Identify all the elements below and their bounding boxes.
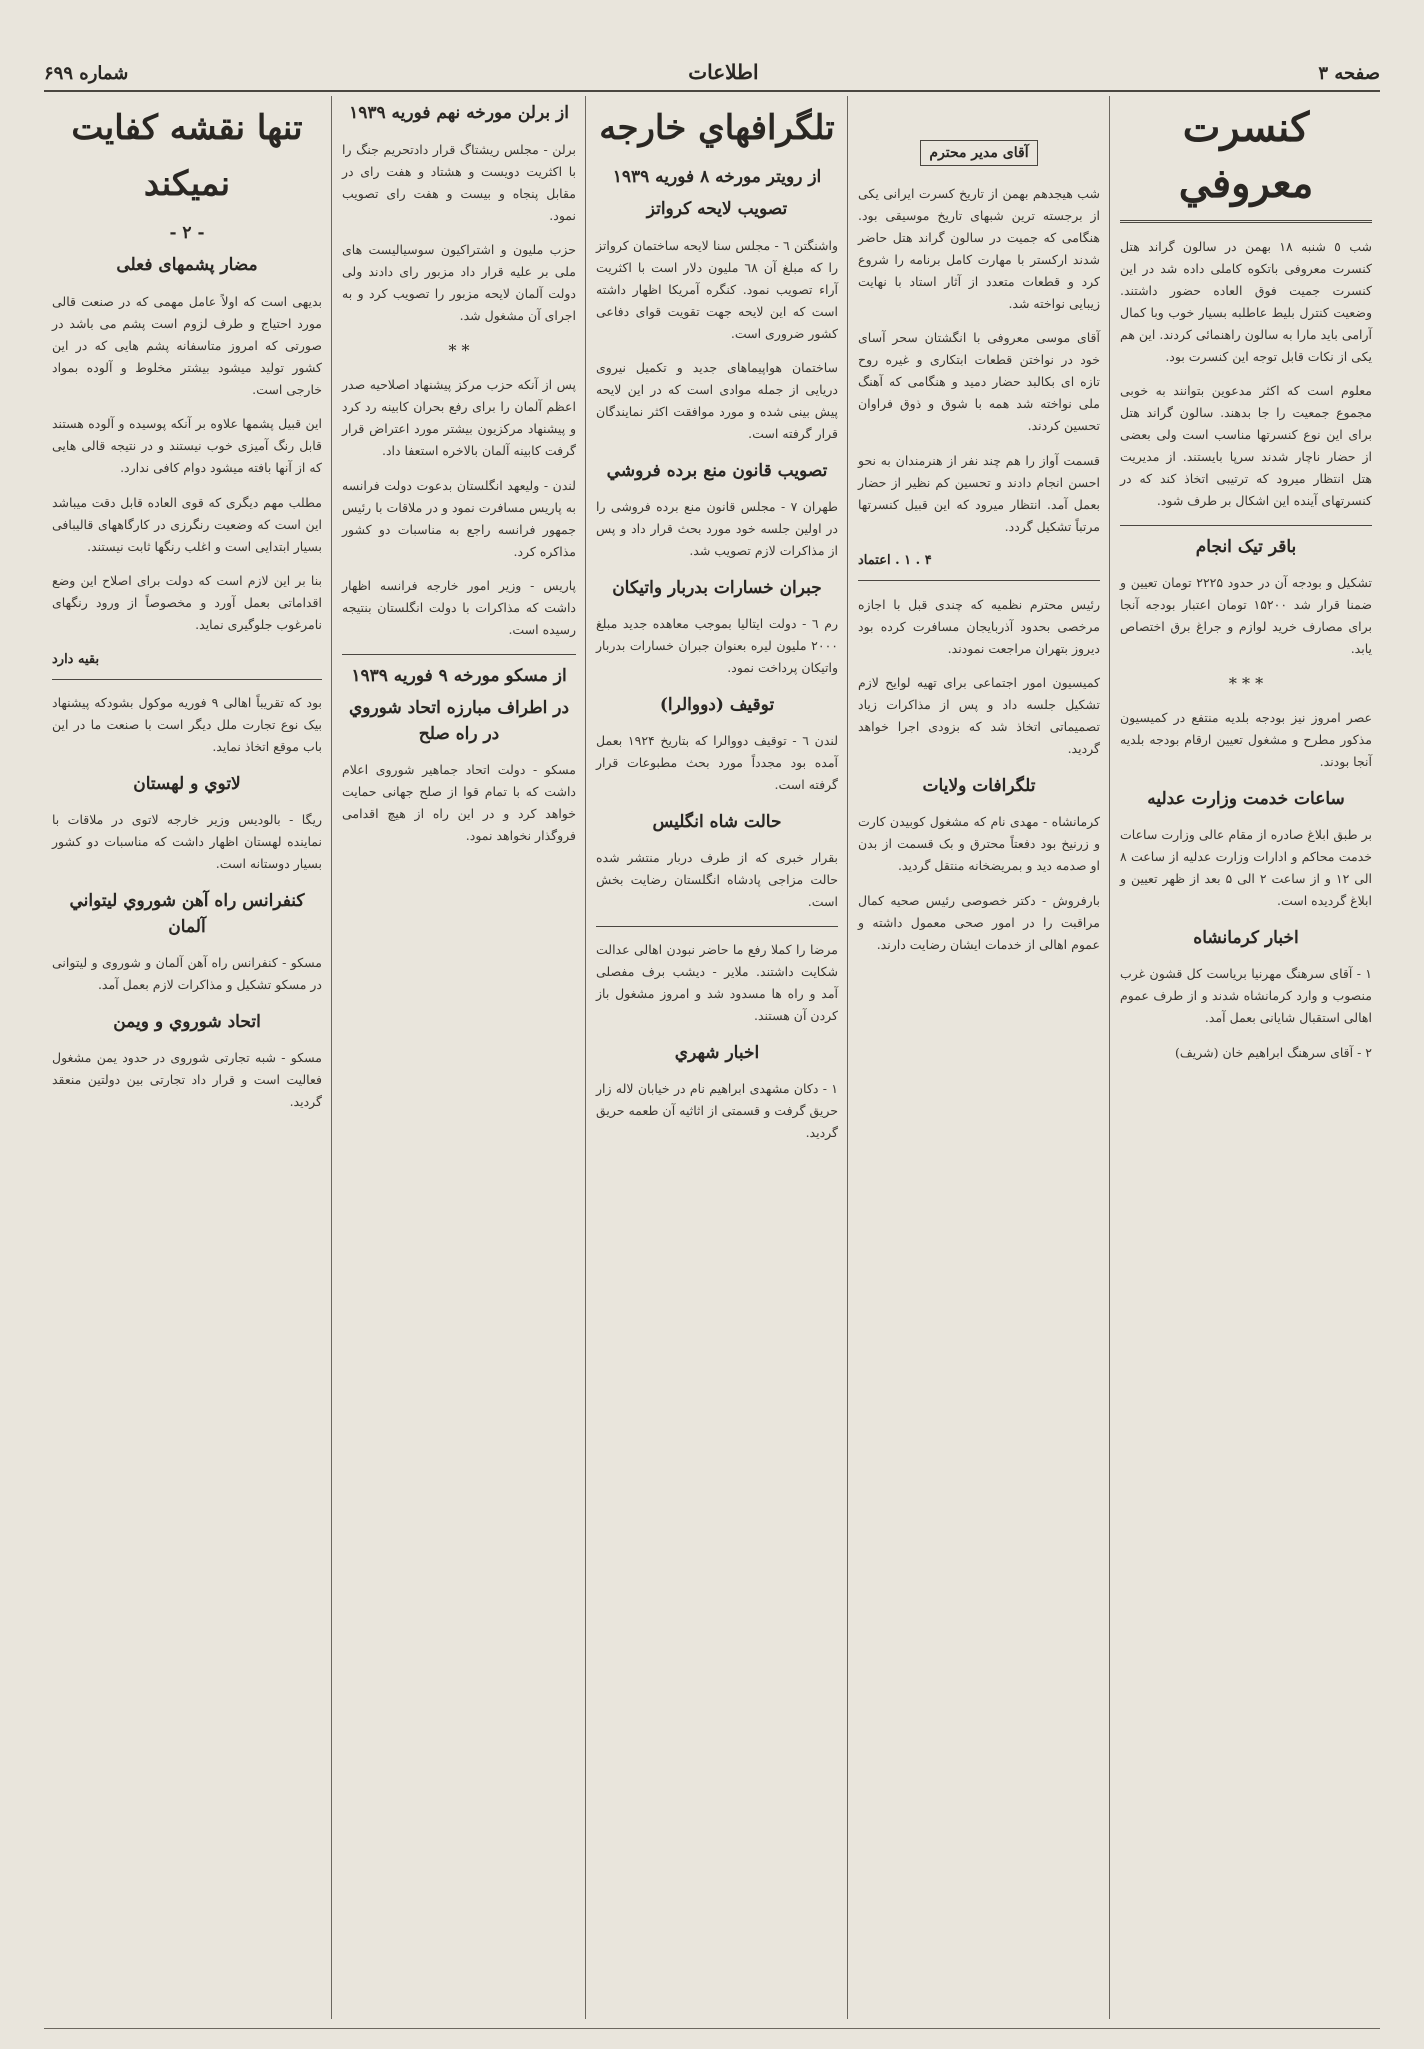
- section-heading: اتحاد شوروي و ويمن: [113, 1011, 261, 1032]
- signature: ۴ . ۱ . اعتماد: [858, 553, 932, 568]
- section-heading: لاتوي و لهستان: [133, 773, 241, 794]
- article-paragraph: برلن - مجلس ریشتاگ قرار دادتحریم جنگ را با اکثریت دویست و هشتاد و هفت رای در مقابل پنجاه و بیست و هفت رای تصویب نمود.: [342, 141, 576, 223]
- column-4: [334, 96, 584, 2019]
- section-heading: كنفرانس راه آهن شوروي ليتواني آلمان: [69, 890, 305, 937]
- divider: [342, 654, 576, 655]
- article-paragraph: بر طبق ابلاغ صادره از مقام عالی وزارت ساعات خدمت محاکم و ادارات وزارت عدلیه از ساعت ۸ الی ۱۲ و از ساعت ۲ الی ۵ بعد از ظهر تعیین و ابلاغ گردیده است.: [1120, 827, 1372, 908]
- article-paragraph: ساختمان هواپیماهای جدید و تکمیل نیروی دریایی از جمله موادی است که در این لایحه پیش بینی شده و مورد موافقت اکثر نمایندگان قرار گرفته است.: [596, 360, 838, 441]
- article-paragraph: لندن - ولیعهد انگلستان بدعوت دولت فرانسه به پاریس مسافرت نمود و در ملاقات با رئیس جمهور فرانسه راجع به مناسبات دو کشور مذاکره کرد.: [342, 477, 576, 559]
- article-paragraph: بدیهی است که اولاً عامل مهمی که در صنعت قالی مورد احتیاج و طرف لزوم است پشم می باشد در صورتی که امروز متاسفانه پشم هایی که در این کشور تولید میشود بیشتر مخلوط و آلوده بمواد خارجی است.: [52, 293, 322, 397]
- headline-plan: تنها نقشه كفايت نميكند: [71, 108, 303, 204]
- section-heading: باقر تیک انجام: [1195, 536, 1297, 557]
- column-rule: [847, 96, 848, 2019]
- section-heading: تصويب قانون منع برده فروشي: [606, 460, 828, 481]
- article-paragraph: مسکو - کنفرانس راه آهن آلمان و شوروی و لیتوانی در مسکو تشکیل و مذاکرات لازم بعمل آمد.: [52, 955, 322, 992]
- issue-number: شماره ۶۹۹: [44, 63, 129, 84]
- article-paragraph: رم ٦ - دولت ایتالیا بموجب معاهده جدید مبلغ ۲۰۰۰ ملیون لیره بعنوان جبران خسارات بدربار واتیکان پرداخت نمود.: [596, 616, 839, 675]
- article-paragraph: رئیس محترم نظمیه که چندی قبل با اجازه مرخصی بحدود آذربایجان مسافرت کرده بود دیروز بتهران مراجعت نمودند.: [858, 596, 1100, 656]
- article-paragraph: پس از آنکه حزب مرکز پیشنهاد اصلاحیه صدر اعظم آلمان را برای رفع بحران کابینه رد کرد و پیشنهاد مرکزیون بیشتر مورد اعتراض قرار گرفت کابینه آلمان بالاخره استعفا داد.: [342, 377, 576, 458]
- divider: [52, 679, 322, 680]
- divider: [1120, 220, 1372, 223]
- article-paragraph: مسکو - دولت اتحاد جماهیر شوروی اعلام داشت که با تمام قوا از صلح جهانی حمایت خواهد کرد و در این راه از هیچ اقدامی فروگذار نخواهد نمود.: [342, 762, 576, 843]
- column-rule: [331, 96, 332, 2019]
- article-paragraph: شب ٥ شنبه ١٨ بهمن در سالون گراند هتل کنسرت معروفی باتکوه کاملی داده شد در این کنسرت جمیت فوق العاده حضور داشتند. وضعیت کنترل بلیط عاطلبه بسیار خوب وبا کمال آرامی باید مارا به سالون راهنمائی کردند. این هم یکی از نکات قابل توجه این کنسرت بود.: [1120, 238, 1372, 364]
- headline-foreign-telegrams: تلگرافهاي خارجه: [599, 108, 835, 148]
- article-paragraph: ۲ - آقای سرهنگ ابراهیم خان (شریف): [1174, 1044, 1372, 1060]
- article-paragraph: ریگا - بالودیس وزیر خارجه لاتوی در ملاقات با نماینده لهستان اظهار داشت که مناسبات دو کشور بسیار دوستانه است.: [52, 812, 322, 871]
- article-paragraph: مسکو - شبه تجارتی شوروی در حدود یمن مشغول فعالیت است و قرار داد تجارتی بین دولتین منعقد گردید.: [52, 1050, 322, 1109]
- article-paragraph: لندن ٦ - توقیف دووالرا که بتاریخ ۱۹۲۴ بعمل آمده بود مجدداً مورد بحث مطبوعات قرار گرفته است.: [596, 733, 839, 792]
- article-paragraph: بارفروش - دکتر خصوصی رئیس صحیه کمال مراقبت را در امور صحی معمول داشته و عموم اهالی از خدمات ایشان رضایت دارند.: [858, 892, 1100, 952]
- section-heading: از رويتر مورخه ٨ فوريه ١٩٣٩: [612, 167, 822, 187]
- columns: [44, 96, 1380, 2019]
- article-paragraph: این قبیل پشمها علاوه بر آنکه پوسیده و آلوده هستند قابل رنگ آمیزی خوب نیستند و در نتیجه قالی هایی که از آنها بافته میشود دوام کافی ندارد.: [52, 416, 322, 475]
- article-paragraph: بقرار خبری که از طرف دربار منتشر شده حالت مزاجی پادشاه انگلستان رضایت بخش است.: [596, 850, 838, 909]
- section-heading: حالت شاه انگليس: [652, 811, 782, 832]
- article-paragraph: حزب ملیون و اشتراکیون سوسیالیست های ملی بر علیه قرار داد مزبور رای دادند ولی دولت آلمان لایحه مزبور را تصویب کرد و به اجرای آن مشغول شد.: [342, 242, 576, 323]
- paper-name: اطلاعات: [688, 60, 759, 84]
- column-2: [850, 96, 1108, 2019]
- section-heading: ساعات خدمت وزارت عدلیه: [1147, 788, 1345, 809]
- article-paragraph: واشنگتن ٦ - مجلس سنا لایحه ساختمان کرواتز را که مبلغ آن ٦٨ ملیون دلار است با اکثریت آراء تصویب نمود. کنگره آمریکا اظهار داشته است که این لایحه جهت تقویت قوای دفاعی کشور ضروری است.: [596, 237, 838, 341]
- column-5: [44, 96, 330, 2019]
- article-paragraph: قسمت آواز را هم چند نفر از هنرمندان به نحو احسن انجام دادند و تحسین کم نظیر از حضار بعمل آمد. انتظار میرود که این قبیل کنسرتها مرتباً تشکیل گردد.: [858, 452, 1100, 534]
- article-paragraph: شب هیجدهم بهمن از تاریخ کسرت ایرانی یکی از برجسته ترین شبهای تاریخ موسیقی بود. هنگامی که جمیت در سالون گراند هتل حاضر شدند ارکستر با مهارت کامل برنامه را شروع کرد و قطعات متعدد از آثار استاد با نهایت زیبایی نواخته شد.: [858, 185, 1100, 311]
- section-heading: جبران خسارات بدربار واتيكان: [612, 577, 822, 598]
- divider: [596, 926, 838, 927]
- masthead: [44, 40, 1380, 92]
- column-3: [588, 96, 846, 2019]
- article-paragraph: طهران ٧ - مجلس قانون منع برده فروشی را در اولین جلسه خود مورد بحث قرار داد و پس از مذاکرات لازم تصویب شد.: [596, 499, 838, 558]
- section-heading: اخبار شهري: [674, 1042, 760, 1063]
- column-rule: [585, 96, 586, 2019]
- column-rule: [1109, 96, 1110, 2019]
- article-paragraph: آقای موسی معروفی با انگشتان سحر آسای خود در نواختن قطعات ابتکاری و غیره روح تازه ای بکالبد حضار دمید و هنگامی که آهنگ ملی نواخته شد همه با شوق و ذوق فراوان تحسین کردند.: [858, 330, 1100, 433]
- section-heading: اخبار کرمانشاه: [1193, 927, 1299, 948]
- section-heading: از مسکو مورخه ٩ فوريه ١٩٣٩: [351, 665, 567, 686]
- article-paragraph: بود که تقریباً اهالی ۹ فوریه موکول بشودکه پیشنهاد بیک نوع تجارت ملل دیگر است با صنعت ما در این باب موقع اتخاذ نماید.: [52, 695, 322, 754]
- section-heading: توقيف (دووالرا): [659, 694, 775, 715]
- article-paragraph: بنا بر این لازم است که دولت برای اصلاح این وضع اقداماتی بعمل آورد و مخصوصاً از ورود رنگهای نامرغوب جلوگیری نماید.: [52, 573, 322, 632]
- section-number: - ۲ -: [169, 223, 205, 243]
- article-paragraph: ۱ - آقای سرهنگ مهرنیا بریاست کل قشون غرب منصوب و وارد کرمانشاه شدند و از طرف عموم اهالی استقبال شایانی بعمل آمد.: [1120, 966, 1372, 1025]
- separator-stars: * *: [448, 340, 470, 360]
- section-heading: مضار پشمهای فعلی: [116, 255, 258, 275]
- divider: [858, 580, 1100, 581]
- bottom-rule: [44, 2028, 1380, 2029]
- article-paragraph: کرمانشاه - مهدی نام که مشغول کوبیدن کارت و زرنیخ بود دفعتاً محترق و بک قسمت از بدن او صدمه دید و بمریضخانه منتقل گردید.: [858, 814, 1100, 873]
- section-heading: در اطراف مبارزه اتحاد شوروي در راه صلح: [348, 697, 570, 744]
- article-paragraph: پاریس - وزیر امور خارجه فرانسه اظهار داشت که مذاکرات با دولت انگلستان بنتیجه رسیده است.: [342, 578, 576, 637]
- spacer: [858, 96, 1100, 136]
- article-paragraph: کمیسیون امور اجتماعی برای تهیه لوایح لازم تشکیل جلسه داد و پس از مذاکرات زیاد تصمیماتی اتخاذ شد که بزودی اجرا خواهد گردید.: [858, 675, 1100, 756]
- box-heading: آقای مدیر محترم: [920, 140, 1037, 166]
- continued-note: بقيه دارد: [52, 651, 100, 667]
- divider: [1120, 525, 1372, 526]
- section-heading: تصويب لايحه كرواتز: [646, 199, 788, 219]
- headline-concert: کنسرت معروفي: [1178, 104, 1314, 207]
- section-heading: تلگرافات ولايات: [922, 775, 1036, 796]
- page-number: صفحه ۳: [1318, 63, 1380, 84]
- article-paragraph: مرضا را کملا رفع ما حاضر نبودن اهالی عدالت شکایت داشتند. ملایر - دیشب برف مفصلی آمد و راه ها مسدود شد و امروز مشغول باز کردن آن هستند.: [596, 942, 838, 1023]
- article-paragraph: مطلب مهم دیگری که قوی العاده قابل دقت میباشد این است که وضعیت رنگرزی در کارگاههای قالیبافی بسیار ابتدایی است و اغلب رنگها ثابت نیستند.: [52, 494, 322, 554]
- box-heading-wrap: [858, 136, 1100, 170]
- section-heading: از برلن مورخه نهم فوريه ١٩٣٩: [349, 103, 569, 123]
- article-paragraph: عصر امروز نیز بودجه بلدیه منتفع در کمیسیون مذکور مطرح و مشغول تعیین ارقام بودجه بلدیه آنجا بودند.: [1120, 710, 1372, 769]
- article-paragraph: معلوم است که اکثر مدعوین بتوانند به خوبی مجموع جمعیت را جا بدهند. سالون گراند هتل برای این نوع کنسرتها مناسب است ولی بعضی از حضار ناچار شدند سرپا بایستند. از مدیریت هتل انتظار میرود که ترتیبی اتخاذ کند که در کنسرتهای آینده این اشکال بر طرف شود.: [1120, 383, 1372, 508]
- article-paragraph: ۱ - دکان مشهدی ابراهیم نام در خیابان لاله زار حریق گرفت و قسمتی از اثاثیه آن طعمه حریق گردید.: [596, 1081, 838, 1140]
- separator-stars: * * *: [1228, 673, 1264, 693]
- article-paragraph: تشکیل و بودجه آن در حدود ۲۲۲۵ تومان تعیین و ضمنا قرار شد ۱۵۲۰۰ تومان اعتبار بودجه آنجا برای مصارف خرید لوازم و جراغ برق اختصاص یابد.: [1120, 575, 1372, 656]
- column-1: [1112, 96, 1380, 2019]
